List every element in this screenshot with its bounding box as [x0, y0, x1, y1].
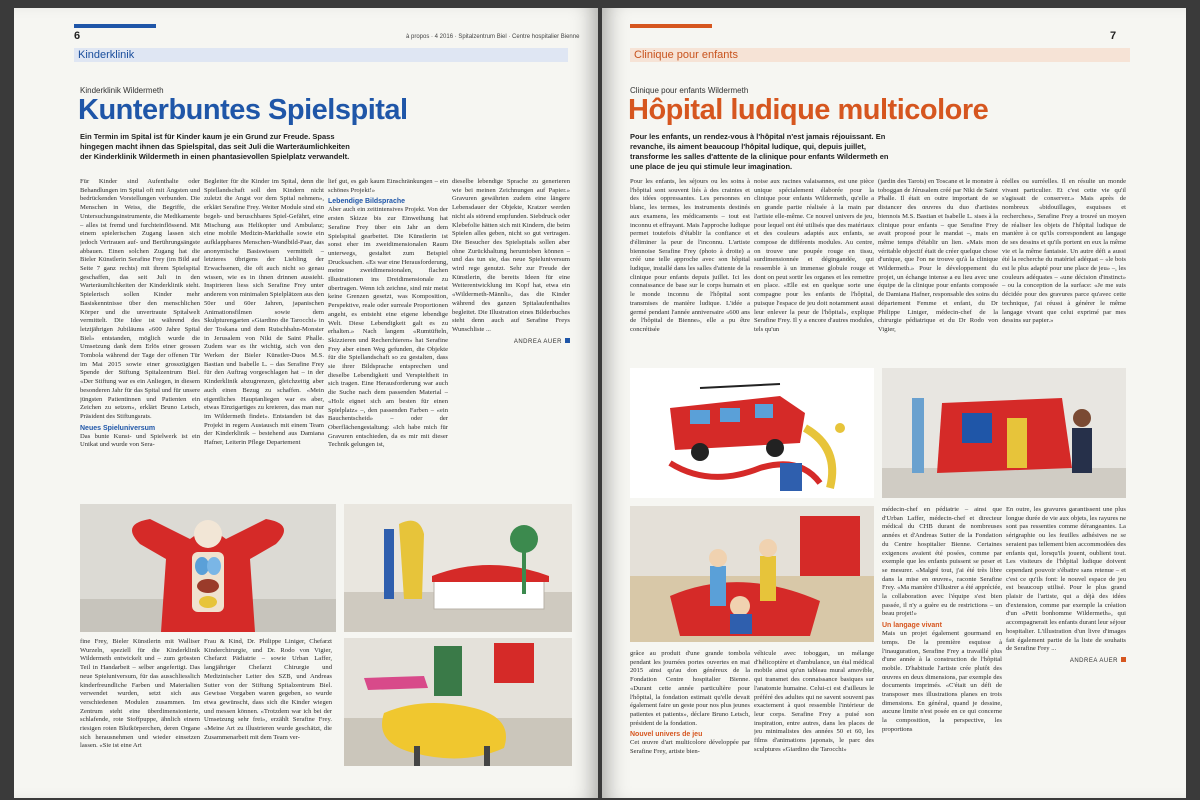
article-column [754, 650, 874, 770]
article-column [882, 506, 1002, 770]
body-text: Frau & Kind, Dr. Philippe Liniger, Chefarzt Kinderchirurgie, und Dr. Rodo von Vigier, Chefarzt Pädiatrie – sowie Urban Laffer, langjähriger Chefarzt Chirurgie und Medizinischer Leiter des SZB, und Andreas Sutter von der Stiftung Spitalzentrum Biel. Gewisse Vorgaben waren gegeben, so wurde etwa gewünscht, dass sich die Kinder wiegen und messen können. «Trotzdem war ich bei der Umsetzung sehr frei», erzählt Serafine Frey. «Meine Art zu illustrieren wurde geschätzt, die Zusammenarbeit mit dem Team ver- [204, 638, 332, 741]
magazine-spread [14, 8, 1186, 798]
body-text: médecin-chef en pédiatrie – ainsi que d'Urban Laffer, médecin-chef et directeur médical du CHB durant de nombreuses années et d'Andreas Sutter de la Fondation du Centre hospitalier Bienne. Certaines exigences avaient été posées, comme par exemple que les enfants puissent se peser et se mesurer. «Malgré tout, j'ai été très libre dans la mise en œuvre», raconte Serafine Frey. «Ma manière d'illustrer a été appréciée, la collaboration avec l'équipe s'est bien passée, il n'y a guère eu de restrictions – un beau projet!» [882, 506, 1002, 618]
photo-table [344, 638, 572, 766]
right-page [602, 8, 1186, 798]
subheading: Lebendige Bildsprache [328, 198, 406, 206]
photo-children [630, 506, 874, 642]
body-text: lief gut, es gab kaum Einschränkungen – ein schönes Projekt!» [328, 178, 448, 194]
lead-paragraph: Ein Termin im Spital ist für Kinder kaum je ein Grund zur Freude. Spass hingegen macht ihnen das Spielspital, das seit Juli die Warteräumlichkeiten der Kinderklinik Wildermeth in einen phantasievollen Spielplatz verwandelt. [80, 132, 350, 161]
lead-paragraph: Pour les enfants, un rendez-vous à l'hôpital n'est jamais réjouissant. En revanche, ils aiment beaucoup l'hôpital ludique, qui, depuis juillet, transforme les salles d'attente de la clinique pour enfants Wildermeth en une place de jeu qui stimule leur imagination. [630, 132, 889, 171]
body-text: grâce au produit d'une grande tombola pendant les journées portes ouvertes en mai 2015 ainsi qu'au don généreux de la Fondation Centre hospitalier Bienne. «Durant cette année particulière pour l'hôpital, la fondation estimait qu'elle devait également faire un geste pour nos plus jeunes patientes et patients», déclare Bruno Letsch, président de la fondation. [630, 650, 750, 727]
article-column [328, 178, 448, 488]
photo-artist [882, 368, 1126, 498]
body-text: noise aux racines valaisannes, est une pièce unique spécialement élaborée pour la clinique pour enfants Wildermeth, qu'elle a en grande partie réalisée à la main par l'artiste elle-même. Ce nouvel univers de jeu, pour lequel ont été utilisés que des matériaux et des couleurs adaptés aux enfants, se compose de différents modules. Au centre, on trouve une poupée rouge en tissu, surdimensionnée et dégingandée, qui ressemble à un immense globule rouge et dont on peut sortir les organes et les remettre en place. «Elle est en quelque sorte une compagne pour les enfants de l'hôpital, puisque l'espace de jeu doit notamment aussi leur enlever la peur de l'hôpital», explique Serafine Frey. Il y a encore d'autres modules, tels qu'un [754, 178, 874, 333]
photo-ambulance-illustration [630, 368, 874, 498]
body-text: Cet œuvre d'art multicolore développée par Serafine Frey, artiste bien- [630, 739, 750, 756]
article-column [204, 178, 324, 488]
subheading: Neues Spieluniversum [80, 424, 156, 432]
photo-doll [80, 504, 336, 632]
body-text: Aber auch ein zeitintensives Projekt. Von der ersten Skizze bis zur Einweihung hat Serafine Frey über ein Jahr an dem Spielspital gearbeitet. Die Künstlerin ist sonst eher im zweidimensionalen Raum unterwegs, gestaltet zum Beispiel Drucksachen. «Es war eine Herausforderung, meine zweidimensionalen, flachen Illustrationen ins Dreidimensionale zu übertragen. Wenn ich zeichne, sind mir meist keine Grenzen gesetzt, was Komposition, Perspektive, reale oder surreale Proportionen angeht, es entsteht eine eigene lebendige Welt. Diese Lebendigkeit galt es zu erhalten.» Nach langem «Rumtüfteln, Skizzieren und Recherchieren» hat Serafine Frey aber einen Weg gefunden, die Objekte für die Spiellandschaft so zu gestalten, dass sie ihrer Bildsprache entsprechen und dieselbe Lebendigkeit und Verspieltheit in sich tragen. Eine Herausforderung war auch die Suche nach dem passenden Material – «Holz eignet sich am besten für einen Spielplatz» –, den passenden Farben – «ein Bauchentscheid» – oder der Oberflächengestaltung: «Ich habe mich für Gravuren entschieden, da es mir mit dieser Technik gelungen ist, [328, 206, 448, 449]
left-page [14, 8, 598, 798]
body-text: fine Frey, Bieler Künstlerin mit Walliser Wurzeln, speziell für die Kinderklinik Wildermeth entwickelt und – zum grössten Teil in Handarbeit – selber angefertigt. Das neue Spieluniversum, für das ausschliesslich kinderfreundliche Farben und Materialien verwendet wurden, setzt sich aus verschiedenen Modulen zusammen. Im Zentrum steht eine überdimensionierte, schlafende, rote Stoffpuppe, ähnlich einem riesigen roten Blutkörperchen, deren Organe sich herausnehmen und wieder einsetzen lassen. «Sie ist eine Art [80, 638, 200, 750]
article-column [80, 178, 200, 488]
body-text: dieselbe lebendige Sprache zu generieren wie bei meinen Zeichnungen auf Papier.» Gravuren gewährten zudem eine längere Lebensdauer der Objekte, Kratzer werden nicht als störend empfunden. Siebdruck oder Klebefolie hätten sich mit Kindern, die beim Spielen alles geben, nicht so gut vertragen. Die Besucher des Spielspitals sollen aber ohne Zurückhaltung herumtoben können – und das tun sie, das neue Spieluniversum wird rege genutzt. Sehr zur Freude der Künstlerin, die bereits Ideen für eine Weiterentwicklung im Kopf hat, etwa ein «Wildermeth-Männli», das die Kinder während des ganzen Spitalaufenthaltes begleitet. Die Illustration eines Bilderbuches steht denn auch auf Serafine Freys Wunschliste ... [452, 178, 570, 333]
section-label: Kinderklinik [74, 48, 568, 62]
article-column [878, 178, 998, 360]
body-text: Pour les enfants, les séjours ou les soins à l'hôpital sont souvent liés à des craintes et des idées oppressantes. Les personnes en blanc, les termes, les instruments destinés aux examens, les médicaments – tout est inconnu et effrayant. Mais l'approche ludique permet toutefois d'établir la confiance et d'éliminer la peur de l'inconnu. L'artiste biennoise Serafine Frey (photo à droite) a créé une telle approche avec son hôpital ludique, installé dans les salles d'attente de la clinique pour enfants depuis juillet. Ici les connaissance de base sur le corps humain et le monde inconnu de l'hôpital sont transmises de manière ludique. L'idée a germé pendant l'année anniversaire «600 ans de l'hôpital de Bienne», elle a pu être concrétisée [630, 178, 750, 333]
headline: Kunterbuntes Spielspital [78, 94, 408, 126]
page-number: 6 [74, 30, 81, 42]
accent-bar [74, 24, 156, 28]
article-column [630, 178, 750, 360]
headline: Hôpital ludique multicolore [628, 94, 989, 126]
subheading: Un langage vivant [882, 622, 942, 630]
body-text: Begleiter für die Kinder im Spital, denn die Spiellandschaft soll den Kindern nicht zuletzt die Angst vor dem Spital nehmen», erklärt Serafine Frey. Weiter Module sind ein begeh- und beruschbares Spiel-Gefährt, eine Mischung aus Helikopter und Ambulanz; eine mobile Medizin-Markthalle sowie ein aufklappbares Menschen-Wandbild-Paar, das anonymische Basiswissen vermittelt – letzteres übrigens der Liebling der Erwachsenen, die oft auch nicht so genau wissen, wie es in ihnen drinnen aussieht. Inspirieren liess sich Serafine Frey unter anderem von minimalen Spielplätzen aus den 50er und 60er Jahren, japanischen Animationsfilmen sowie dem Skulpturengarten «Giardino die Tarocchi» in der Toskana und dem Rutschbahn-Monster in Jerusalem von Niki de Saint Phalle. Zudem war es ihr wichtig, sich von den Werken der Bieler Künstler-Duos M.S. Bastian und Isabelle L. – das Serafine Frey für den Auftrag vorgeschlagen hat – in der Kinderklinik abzugrenzen, gleichzeitig aber auch einen Bezug zu schaffen. «Mein eigentliches Hauptanliegen war es aber, etwas Einzigartiges zu kreieren, das man nur im Wildermeth findet». Entstanden ist das Projekt in regem Austausch mit einem Team der Kinderklinik – bestehend aus Damiana Hafner, Leiterin Pflege Departement [204, 178, 324, 447]
photo-room [344, 504, 572, 632]
article-column [630, 650, 750, 770]
article-column [204, 638, 332, 770]
byline [452, 338, 570, 345]
accent-bar [630, 24, 712, 28]
body-text: Das bunte Kunst- und Spielwerk ist ein Unikat und wurde von Sera- [80, 432, 200, 449]
page-number: 7 [1110, 30, 1117, 42]
byline [1006, 657, 1126, 664]
body-text: véhicule avec toboggan, un mélange d'hélicoptère et d'ambulance, un étal médical mobile ainsi qu'un tableau mural amovible, qui transmet des connaissance basiques sur l'anatomie humaine. Celui-ci est d'ailleurs le préféré des adultes qui ne savent souvent pas exactement à quoi ressemble l'intérieur de leur corps. Serafine Frey a puisé son inspiration, entre autres, dans les places de jeu minimalistes des années 50 et 60, les films d'animations japonais, le parc des sculptures «Giardino die Tarocchi» [754, 650, 874, 753]
body-text: (jardin des Tarots) en Toscane et le monstre à toboggan de Jérusalem créé par Niki de Saint Phalle. Il était en outre important de se distancer des œuvres du duo d'artistes biennois M.S. Bastian et Isabelle L. sises à la clinique pour enfants – que Serafine Frey avait proposé pour le mandat –, mais en même temps d'établir un lien. «Mais mon véritable objectif était de créer quelque chose d'unique, que l'on ne trouve qu'à la clinique Wildermeth.» Pour le développement du projet, un échange intense a eu lieu avec une équipe de la clinique pour enfants composée de Damiana Hafner, responsable des soins du département Femme et enfant, du Dr Philippe Liniger, médecin-chef de la chirurgie pédiatrique et du Dr Rodo von Vigier, [878, 178, 998, 333]
article-column [1006, 506, 1126, 770]
body-text: réelles ou surréelles. Il en résulte un monde vivant particulier. Et c'est cette vie qu'il s'agissait de conserver.» Mais après de nombreux «bidouillages, esquisses et recherches», Serafine Frey a trouvé un moyen de réaliser les objets de l'hôpital ludique de manière à ce qu'ils correspondent au langage de ses dessins et qu'ils portent en eux la même vie et la même fantaisie. Un autre défi a aussi été la recherche du matériel adéquat – «le bois est le plus adapté pour une place de jeu» –, les couleurs adéquates – «une décision d'instinct» – ou la conception de la surface: «Je me suis décidée pour des gravures parce qu'avec cette technique, j'ai réussi à générer le même langage vivant que celui exprimé par mes dessins sur papier.» [1002, 178, 1126, 325]
section-label: Clinique pour enfants [630, 48, 1130, 62]
body-text: En outre, les gravures garantissent une plus longue durée de vie aux objets, les rayures ne sont pas ressenties comme dérangeantes. La sérigraphie ou les feuilles adhésives ne se seraient pas tellement bien accommodées des enfants qui, lorsqu'ils jouent, oublient tout. Les visiteurs de l'hôpital ludique doivent cependant pouvoir s'ébattre sans retenue – et c'est ce qu'ils font: le nouvel espace de jeu est beaucoup utilisé. Pour le plus grand plaisir de l'artiste, qui a déjà des idées d'extension, comme par exemple la création d'un «Petit bonhomme Wildermeth», qui accompagnerait les enfants durant leur séjour hospitalier. L'illustration d'un livre d'images fait également partie de la liste de souhaits de Serafine Frey ... [1006, 506, 1126, 653]
article-column [1002, 178, 1126, 360]
article-column [754, 178, 874, 360]
article-column [452, 178, 570, 488]
kicker: Kinderklinik Wildermeth [80, 86, 164, 95]
byline-text: ANDREA AUER [1069, 657, 1118, 664]
running-header: à propos · 4 2016 · Spitalzentrum Biel · Centre hospitalier Bienne [406, 34, 580, 40]
article-column [80, 638, 200, 770]
kicker: Clinique pour enfants Wildermeth [630, 86, 749, 95]
body-text: Mais un projet également gourmand en temps. De la première esquisse à l'inauguration, Serafine Frey a travaillé plus d'une année à la construction de l'hôpital mobile. D'habitude l'artiste crée plutôt des œuvres en deux dimensions, par exemple des documents imprimés. «C'était un défi de transposer mes illustrations planes en trois dimensions. En général, quand je dessine, aucune limite n'est posée en ce qui concerne la composition, la perspective, les proportions [882, 630, 1002, 733]
end-mark-icon [565, 338, 570, 343]
end-mark-icon [1121, 657, 1126, 662]
subheading: Nouvel univers de jeu [630, 731, 703, 739]
body-text: Für Kinder sind Aufenthalte oder Behandlungen im Spital oft mit Ängsten und bedrückenden Vorstellungen verbunden. Die Menschen in Weiss, die Begriffe, die Untersuchungsinstrumente, die Medikamente – alles ist fremd und furchteinflössend. Mit einem spielerischen Zugang lassen sich jedoch Vertrauen auf- und Berührungsängste abbauen. Einen solchen Zugang hat die Bieler Künstlerin Serafine Frey (im Bild auf Seite 7 ganz rechts) mit ihrem Spielspital geschaffen, das seit Juli in den Warteräumlichkeiten der Kinderklinik steht. Spielerisch sollen Kinder mehr Basiskenntnisse über den menschlichen Körper und die unvertraute Spitalwelt vermittelt. Die Idee ist während des letztjährigen Jubiläums «600 Jahre Spital Biel» entstanden, möglich wurde die Umsetzung dank dem Erlös einer grossen Tombola während der Tage der offenen Tür im Mai 2015 sowie einer grosszügigen Spende der Stiftung Spitalzentrum Biel. «Der Stiftung war es ein Anliegen, in diesem besonderen Jahr für das Spital und für unsere jüngsten Patientinnen und Patienten ein Zeichen zu setzen», erklärt Bruno Letsch, Präsident des Stiftungsrats. [80, 178, 200, 420]
byline-text: ANDREA AUER [513, 338, 562, 345]
